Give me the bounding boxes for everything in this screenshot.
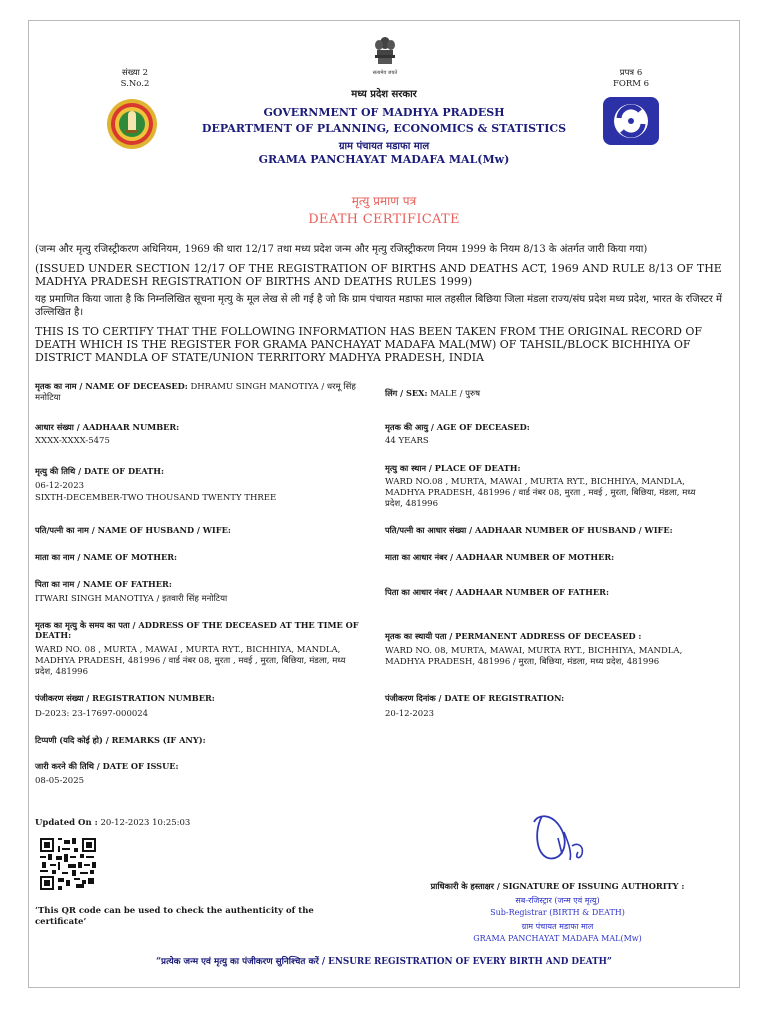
aadhaar-value: XXXX-XXXX-5475	[35, 436, 110, 446]
signature-line-1: सब-रजिस्ट्रार (जन्म एवं मृत्यु)	[515, 896, 600, 905]
updated-on-value: 20-12-2023 10:25:03	[100, 818, 191, 828]
footer-slogan: “प्रत्येक जन्म एवं मृत्यु का पंजीकरण सुनिश्चित करें / ENSURE REGISTRATION OF EVERY BIRTH AND DEATH”	[156, 957, 612, 967]
deceased-name-field	[35, 381, 380, 404]
registration-date-label: पंजीकरण दिनांक / DATE OF REGISTRATION:	[385, 693, 565, 703]
remarks-label: टिप्पणी (यदि कोई हो) / REMARKS (IF ANY):	[35, 735, 206, 745]
place-of-death-label: मृत्यु का स्थान / PLACE OF DEATH:	[385, 463, 521, 473]
issued-under-hindi: (जन्म और मृत्यु रजिस्ट्रीकरण अधिनियम, 1969 की धारा 12/17 तथा मध्य प्रदेश जन्म और मृत्यु रजिस्ट्रीकरण नियम 1999 के नियम 8/13 के अंतर्गत जारी किया गया)	[35, 244, 648, 255]
registration-date-value: 20-12-2023	[385, 709, 435, 719]
updated-on-field	[35, 818, 380, 828]
national-emblem-icon	[372, 36, 398, 74]
address-at-death-label: मृतक का मृत्यु के समय का पता / ADDRESS OF THE DECEASED AT THE TIME OF DEATH:	[35, 620, 359, 640]
signature-image	[528, 802, 594, 868]
certify-hindi: यह प्रमाणित किया जाता है कि निम्नलिखित सूचना मृत्यु के मूल लेख से ली गई है जो कि ग्राम पंचायत मडाफा माल तहसील बिछिया जिला मंडला राज्य/संघ प्रदेश मध्य प्रदेश, भारत के रजिस्टर में उल्लिखित है।	[35, 294, 722, 318]
certify-english: THIS IS TO CERTIFY THAT THE FOLLOWING INFORMATION HAS BEEN TAKEN FROM THE ORIGINAL RECORD OF DEATH WHICH IS THE REGISTER FOR GRAMA PANCHAYAT MADAFA MAL(MW) OF TAHSIL/BLOCK BICHHIYA OF DISTRICT MANDLA OF STATE/UNION TERRITORY MADHYA PRADESH, INDIA	[35, 325, 703, 364]
emblem-caption: सत्यमेव जयते	[372, 70, 398, 76]
aadhaar-label: आधार संख्या / AADHAAR NUMBER:	[35, 422, 180, 432]
date-of-death-words: SIXTH-DECEMBER-TWO THOUSAND TWENTY THREE	[35, 493, 277, 503]
registration-number-value: D-2023: 23-17697-000024	[35, 709, 149, 719]
form-number-english: FORM 6	[612, 79, 650, 89]
place-of-death-value: WARD NO.08 , MURTA, MAWAI , MURTA RYT., BICHHIYA, MANDLA, MADHYA PRADESH, 481996 / वार्ड नंबर 08, मुरता , मवई , मुरता, बिछिया, मंडला, मध्य प्रदेश, 481996	[385, 477, 696, 509]
father-name-label: पिता का नाम / NAME OF FATHER:	[35, 579, 172, 589]
registration-number-label: पंजीकरण संख्या / REGISTRATION NUMBER:	[35, 693, 215, 703]
father-aadhaar-label: पिता का आधार नंबर / AADHAAR NUMBER OF FATHER:	[385, 587, 609, 597]
permanent-address-label: मृतक का स्थायी पता / PERMANENT ADDRESS OF DECEASED :	[385, 631, 642, 641]
signature-line-4: GRAMA PANCHAYAT MADAFA MAL(Mw)	[473, 934, 642, 943]
date-of-issue-value: 08-05-2025	[35, 776, 85, 786]
government-title: GOVERNMENT OF MADHYA PRADESH	[263, 106, 505, 119]
department-title: DEPARTMENT OF PLANNING, ECONOMICS & STATISTICS	[201, 122, 567, 135]
date-of-issue-label: जारी करने की तिथि / DATE OF ISSUE:	[35, 761, 179, 771]
qr-authenticity-note: ‘This QR code can be used to check the authenticity of the certificate’	[35, 906, 314, 927]
mother-aadhaar-label: माता का आधार नंबर / AADHAAR NUMBER OF MOTHER:	[385, 552, 615, 562]
date-of-death-value: 06-12-2023	[35, 481, 85, 491]
mother-name-label: माता का नाम / NAME OF MOTHER:	[35, 552, 178, 562]
age-label: मृतक की आयु / AGE OF DECEASED:	[385, 422, 530, 432]
spouse-name-label: पति/पत्नी का नाम / NAME OF HUSBAND / WIFE:	[35, 525, 231, 535]
serial-number-english: S.No.2	[120, 79, 150, 89]
sex-value: MALE / पुरुष	[430, 389, 481, 399]
address-at-death-value: WARD NO. 08 , MURTA , MAWAI , MURTA RYT., BICHHIYA, MANDLA, MADHYA PRADESH, 481996 / वार्ड नंबर 08, मुरता , मवई , मुरता, बिछिया, मंडला, मध्य प्रदेश, 481996	[35, 645, 346, 677]
serial-number-hindi: संख्या 2	[122, 68, 148, 78]
sex-field	[385, 388, 730, 400]
title-hindi: मृत्यु प्रमाण पत्र	[351, 194, 417, 208]
father-name-value: ITWARI SINGH MANOTIYA / इतवारी सिंह मनोटिया	[35, 594, 228, 604]
permanent-address-value: WARD NO. 08, MURTA, MAWAI, MURTA RYT., BICHHIYA, MANDLA, MADHYA PRADESH, 481996 / मुरता, बिछिया, मंडला, मध्य प्रदेश, 481996	[385, 646, 683, 667]
signature-authority-label: प्राधिकारी के हस्ताक्षर / SIGNATURE OF ISSUING AUTHORITY :	[430, 881, 685, 891]
date-of-death-label: मृत्यु की तिथि / DATE OF DEATH:	[35, 466, 165, 476]
form-number-hindi: प्रपत्र 6	[619, 68, 643, 78]
issued-under-english: (ISSUED UNDER SECTION 12/17 OF THE REGISTRATION OF BIRTHS AND DEATHS ACT, 1969 AND RULE 8/13 OF THE MADHYA PRADESH REGISTRATION OF BIRTHS AND DEATHS RULES 1999)	[35, 262, 722, 288]
signature-line-3: ग्राम पंचायत मडाफा माल	[521, 922, 594, 931]
deceased-name-value: DHRAMU SINGH MANOTIYA / धरमू सिंह मनोटिया	[35, 382, 356, 403]
updated-on-label: Updated On :	[35, 818, 98, 828]
form-number-block	[596, 68, 666, 90]
qr-code[interactable]	[40, 838, 96, 890]
spouse-aadhaar-label: पति/पत्नी का आधार संख्या / AADHAAR NUMBER OF HUSBAND / WIFE:	[385, 525, 673, 535]
sex-label: लिंग / SEX:	[385, 388, 428, 398]
signature-line-2: Sub-Registrar (BIRTH & DEATH)	[490, 908, 625, 917]
panchayat-english: GRAMA PANCHAYAT MADAFA MAL(Mw)	[258, 153, 510, 166]
title-english: DEATH CERTIFICATE	[308, 212, 460, 227]
crs-logo-icon	[602, 96, 660, 146]
state-government-hindi: मध्य प्रदेश सरकार	[351, 89, 417, 100]
panchayat-hindi: ग्राम पंचायत मडाफा माल	[338, 141, 430, 152]
deceased-name-label: मृतक का नाम / NAME OF DECEASED:	[35, 381, 188, 391]
age-value: 44 YEARS	[385, 436, 429, 446]
